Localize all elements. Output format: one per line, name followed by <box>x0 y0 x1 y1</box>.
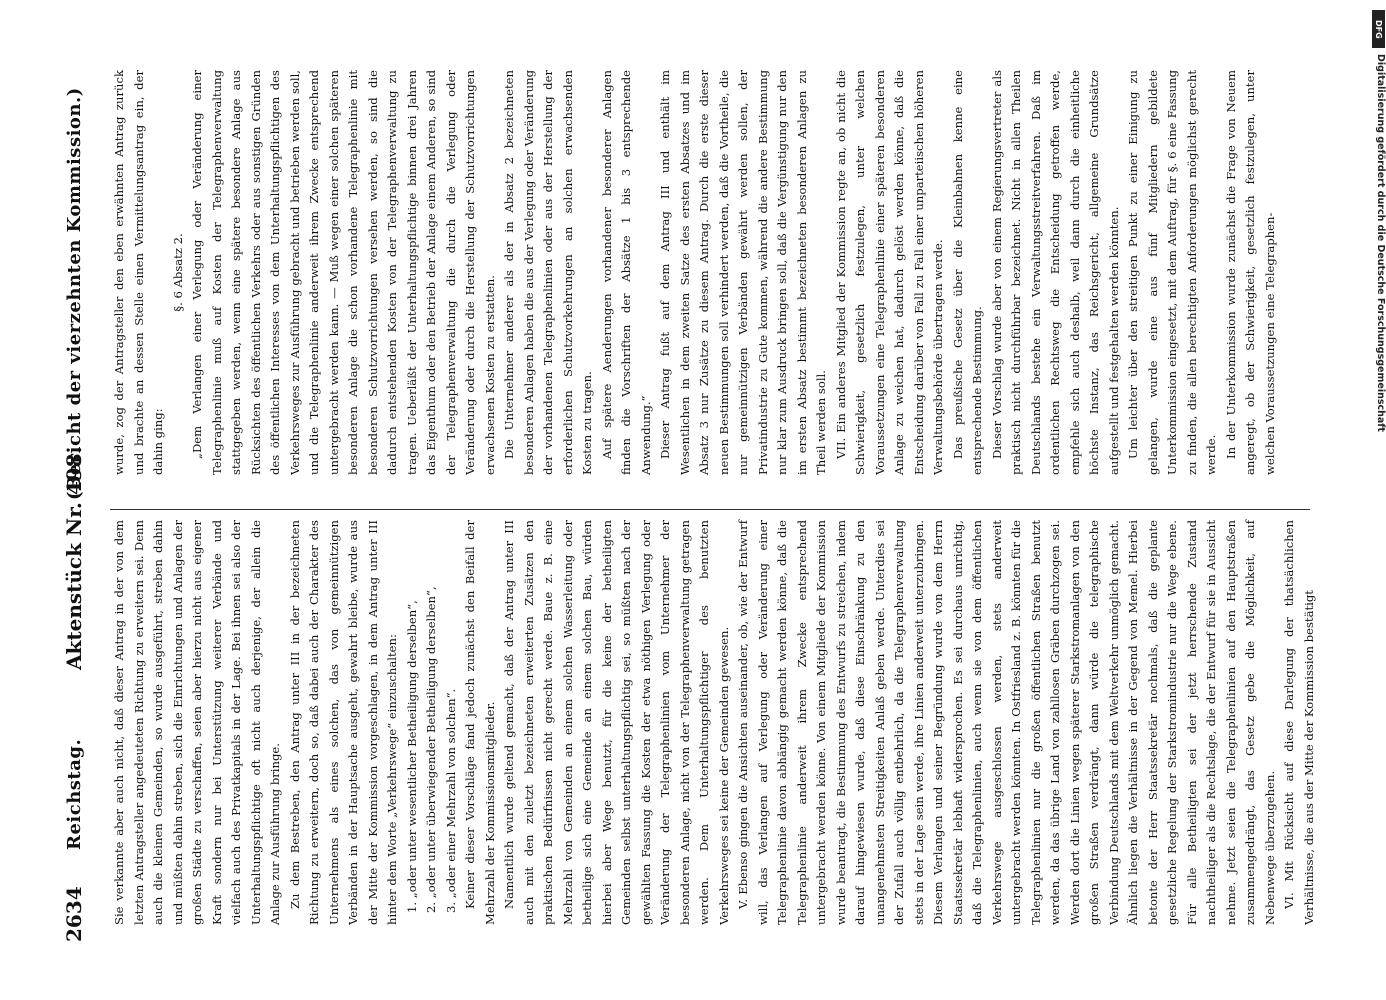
paragraph: Um leichter über den streitigen Punkt zu einer Einigung zu gelangen, wurde eine aus fünf Mitgliedern gebildete Unterkommission eingesetzt, mit dem Auftrag, für §. 6 eine Fassung zu finden, die allen berechtigten Anforderungen möglichst gerecht werde. <box>1126 70 1218 475</box>
section-heading: §. 6 Absatz 2. <box>170 233 185 312</box>
paragraph: VI. Mit Rücksicht auf diese Darlegung der thatsächlichen Verhältnisse, die aus der Mitte der Kommission bestätigt <box>1282 520 1316 925</box>
page-header <box>62 0 102 1000</box>
paragraph: wurde, zog der Antragsteller den eben erwähnten Antrag zurück und brachte an dessen Stelle einen Vermittelungsantrag ein, der dahin ging: <box>112 70 165 475</box>
paragraph: Die Unternehmer anderer als der in Absatz 2 bezeichneten besonderen Anlagen haben die aus der Verlegung oder Veränderung der vorhandenen Telegraphenlinien oder aus der Herstellung der erforderlichen Schutzvorkehrungen an solchen erwachsenden Kosten zu tragen. <box>502 70 594 475</box>
paragraph: Dieser Antrag fußt auf dem Antrag III und enthält im Wesentlichen in dem zweiten Satze des ersten Absatzes und im Absatz 3 nur Zusätze zu diesem Antrag. Durch die erste dieser neuen Bestimmungen soll verhindert werden, daß die Vortheile, die nur gemeinnützigen Verbänden gewährt werden sollen, der Privatindustrie zu Gute kommen, während die andere Bestimmung nur klar zum Ausdruck bringen soll, daß die Vergünstigung nur den im ersten Absatz bestimmt bezeichneten besonderen Anlagen zu Theil werden soll. <box>658 70 828 475</box>
paragraph: Zu dem Bestreben, den Antrag unter III in der bezeichneten Richtung zu erweitern, doch so, daß dabei auch der Charakter des Unternehmens als eines solchen, das von gemeinnützigen Verbänden in der Hauptsache ausgeht, gewahrt bleibe, wurde aus der Mitte der Kommission vorgeschlagen, in dem Antrag unter III hinter dem Worte „Verkehrswege“ einzuschalten: <box>287 520 399 925</box>
left-column <box>110 520 1319 925</box>
list-item: 1. „oder unter wesentlicher Betheiligung derselben“, <box>404 600 419 913</box>
paragraph: Sie verkannte aber auch nicht, daß dieser Antrag in der von dem letzten Antragsteller angedeuteten Richtung zu erweitern sei. Denn auch die kleinen Gemeinden, so wurde ausgeführt, streben dahin und müßten dahin streben, sich die Einrichtungen und Anlagen der großen Städte zu verschaffen, seien aber hierzu nicht aus eigener Kraft sondern nur bei Unterstützung weiterer Verbände und vielfach auch des Privatkapitals in der Lage. Bei ihnen sei also der Unterhaltungspflichtige oft nicht auch derjenige, der allein die Anlage zur Ausführung bringe. <box>112 520 282 925</box>
right-column <box>110 70 1280 475</box>
list-item: 3. „oder einer Mehrzahl von solchen“. <box>443 688 458 913</box>
paragraph: Dieser Vorschlag wurde aber von einem Regierungsvertreter als praktisch nicht durchführbar bezeichnet. Nicht in allen Theilen Deutschlands bestehe ein Verwaltungsstreitverfahren. Daß im ordentlichen Rechtsweg die Entscheidung getroffen werde, empfehle sich auch deshalb, weil dann durch die einheitliche höchste Instanz, das Reichsgericht, allgemeine Grundsätze aufgestellt und festgehalten werden könnten. <box>989 70 1121 475</box>
column-divider <box>110 509 1310 510</box>
paragraph: In der Unterkommission wurde zunächst die Frage von Neuem angeregt, ob der Schwierigkeit, gesetzlich festzulegen, unter welchen Voraussetzungen eine Telegraphen- <box>1223 70 1277 475</box>
dfg-logo: DFG <box>1372 10 1385 48</box>
paragraph: V. Ebenso gingen die Ansichten auseinander, ob, wie der Entwurf will, das Verlangen auf Verlegung oder Veränderung einer Telegraphenlinie davon abhängig gemacht werden könne, daß die Telegraphenlinie anderweit ihrem Zwecke entsprechend untergebracht werden könne. Von einem Mitgliede der Kommission wurde beantragt, die Bestimmung des Entwurfs zu streichen, indem darauf hingewiesen wurde, daß diese Einschränkung zu den unangenehmsten Streitigkeiten Anlaß geben werde. Unterdies sei der Zufall auch völlig entbehrlich, da die Telegraphenverwaltung stets in der Lage sein werde, ihre Linien anderweit unterzubringen. Diesem Verlangen und seiner Begründung wurde von dem Herrn Staatssekretär lebhaft widersprochen. Es sei durchaus unrichtig, daß die Telegraphenlinien, auch wenn sie von dem öffentlichen Verkehrswege ausgeschlossen werden, stets anderweit untergebracht werden könnten. In Ostfriesland z. B. könnten für die Telegraphenlinien nur die großen öffentlichen Straßen benutzt werden, da das übrige Land von zahllosen Gräben durchzogen sei. Werden dort die Linien wegen späterer Starkstromanlagen von den großen Straßen verdrängt, dann würde die telegraphische Verbindung Deutschlands mit dem Weltverkehr unmöglich gemacht. Ähnlich liegen die Verhältnisse in der Gegend von Memel. Hierbei betonte der Herr Staatssekretär nochmals, daß die geplante gesetzliche Regelung der Starkstromindustrie nur die Wege ebene. Für alle Betheiligten sei der jetzt herrschende Zustand nachtheiliger als die Rechtslage, die der Entwurf für sie in Aussicht nehme. Jetzt seien die Telegraphenlinien auf den Hauptstraßen zusammengedrängt, das Gesetz gebe die Möglichkeit, auf Nebenwege überzugehen. <box>736 520 1277 925</box>
paragraph: Das preußische Gesetz über die Kleinbahnen kenne eine entsprechende Bestimmung. <box>950 70 984 475</box>
publication-title: Reichstag. <box>64 738 85 850</box>
paragraph: Namentlich wurde geltend gemacht, daß der Antrag unter III auch mit den zuletzt bezeichneten erweiterten Zusätzen den praktischen Bedürfnissen nicht gerecht werde. Baue z. B. eine Mehrzahl von Gemeinden an einem solchen Wasserleitung oder betheilige sich eine Gemeinde an einem solchen Bau, würden hierbei aber Wege benutzt, für die keine der betheiligten Gemeinden selbst unterhaltungspflichtig sei, so müßten nach der gewählten Fassung die Kosten der etwa nöthigen Verlegung oder Veränderung der Telegraphenlinien vom Unternehmer der besonderen Anlage, nicht von der Telegraphenverwaltung getragen werden. Dem Unterhaltungspflichtiger des benutzten Verkehrsweges sei keine der Gemeinden gewesen. <box>502 520 731 925</box>
paragraph: Auf spätere Aenderungen vorhandener besonderer Anlagen finden die Vorschriften der Absätze 1 bis 3 entsprechende Anwendung.“ <box>599 70 653 475</box>
funding-notice: Digitalisierung gefördert durch die Deutsche Forschungsgemeinschaft <box>1375 54 1386 432</box>
page-number: 2634 <box>62 886 86 942</box>
document-number: Aktenstück Nr. 498. <box>62 446 86 670</box>
paragraph: VII. Ein anderes Mitglied der Kommission regte an, ob nicht die Schwierigkeit, gesetzlich festzulegen, unter welchen Voraussetzungen eine Telegraphenlinie einer späteren besonderen Anlage zu weichen hat, dadurch gelöst werden könne, daß die Entscheidung darüber von Fall zu Fall einer unparteiischen höheren Verwaltungsbehörde übertragen werde. <box>833 70 945 475</box>
list-item: 2. „oder unter überwiegender Betheiligung derselben“, <box>424 586 438 913</box>
report-title: (Bericht der vierzehnten Kommission.) <box>64 87 85 500</box>
paragraph: „Dem Verlangen einer Verlegung oder Veränderung einer Telegraphenlinie muß auf Kosten der Telegraphenverwaltung stattgegeben werden, wenn eine spätere besondere Anlage aus Rücksichten des öffentlichen Verkehrs oder aus sonstigen Gründen des öffentlichen Interesses von dem Unterhaltungspflichtigen des Verkehrsweges zur Ausführung gebracht und betrieben werden soll, und die Telegraphenlinie anderweit ihrem Zwecke entsprechend untergebracht werden kann. — Muß wegen einer solchen späteren besonderen Anlage die schon vorhandene Telegraphenlinie mit besonderen Schutzvorrichtungen versehen werden, so sind die dadurch entstehenden Kosten von der Telegraphenverwaltung zu tragen. Ueberläßt der Unterhaltungspflichtige binnen drei Jahren das Eigenthum oder den Betrieb der Anlage einem Anderen, so sind der Telegraphenverwaltung die durch die Verlegung oder Veränderung oder durch die Herstellung der Schutzvorrichtungen erwachsenen Kosten zu erstatten. <box>190 70 497 475</box>
paragraph: Keiner dieser Vorschläge fand jedoch zunächst den Beifall der Mehrzahl der Kommissionsmitglieder. <box>463 520 497 925</box>
digitization-strip <box>1372 10 1386 1000</box>
